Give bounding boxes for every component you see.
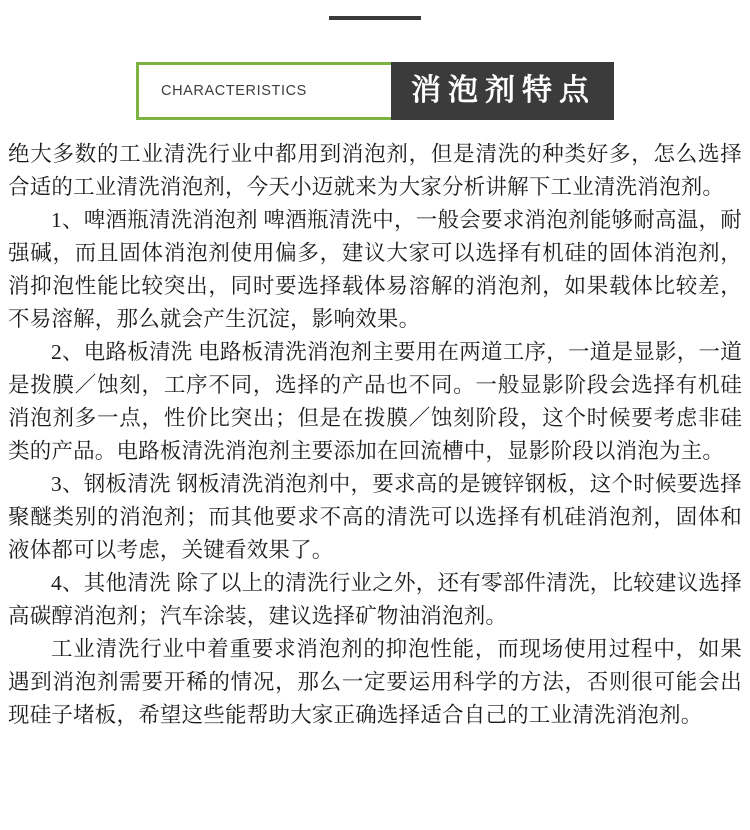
banner-inner: [136, 62, 614, 120]
paragraph: 1、啤酒瓶清洗消泡剂 啤酒瓶清洗中，一般会要求消泡剂能够耐高温，耐强碱，而且固体消泡剂使用偏多，建议大家可以选择有机硅的固体消泡剂，消抑泡性能比较突出，同时要选择载体易溶解的消泡剂，如果载体比较差，不易溶解，那么就会产生沉淀，影响效果。: [8, 208, 742, 331]
paragraph: 工业清洗行业中着重要求消泡剂的抑泡性能，而现场使用过程中，如果遇到消泡剂需要开稀的情况，那么一定要运用科学的方法，否则很可能会出现硅子堵板，希望这些能帮助大家正确选择适合自己的工业清洗消泡剂。: [8, 637, 742, 727]
article-body: [0, 120, 750, 732]
banner-chinese-box: [391, 62, 614, 120]
section-header-banner: [0, 62, 750, 120]
top-divider: [329, 16, 421, 20]
paragraph: 4、其他清洗 除了以上的清洗行业之外，还有零部件清洗，比较建议选择高碳醇消泡剂；汽车涂装，建议选择矿物油消泡剂。: [8, 571, 742, 628]
paragraph: 2、电路板清洗 电路板清洗消泡剂主要用在两道工序，一道是显影，一道是拨膜／蚀刻，工序不同，选择的产品也不同。一般显影阶段会选择有机硅消泡剂多一点，性价比突出；但是在拨膜／蚀刻阶段，这个时候要考虑非硅类的产品。电路板清洗消泡剂主要添加在回流槽中，显影阶段以消泡为主。: [8, 340, 742, 463]
top-divider-wrap: [0, 0, 750, 20]
paragraph: 3、钢板清洗 钢板清洗消泡剂中，要求高的是镀锌钢板，这个时候要选择聚醚类别的消泡剂；而其他要求不高的清洗可以选择有机硅消泡剂，固体和液体都可以考虑，关键看效果了。: [8, 472, 742, 562]
banner-chinese-title: 消泡剂特点: [411, 74, 596, 107]
banner-english-box: [136, 62, 391, 120]
banner-english-label: CHARACTERISTICS: [161, 83, 307, 99]
paragraph: 绝大多数的工业清洗行业中都用到消泡剂，但是清洗的种类好多，怎么选择合适的工业清洗消泡剂，今天小迈就来为大家分析讲解下工业清洗消泡剂。: [8, 142, 742, 199]
